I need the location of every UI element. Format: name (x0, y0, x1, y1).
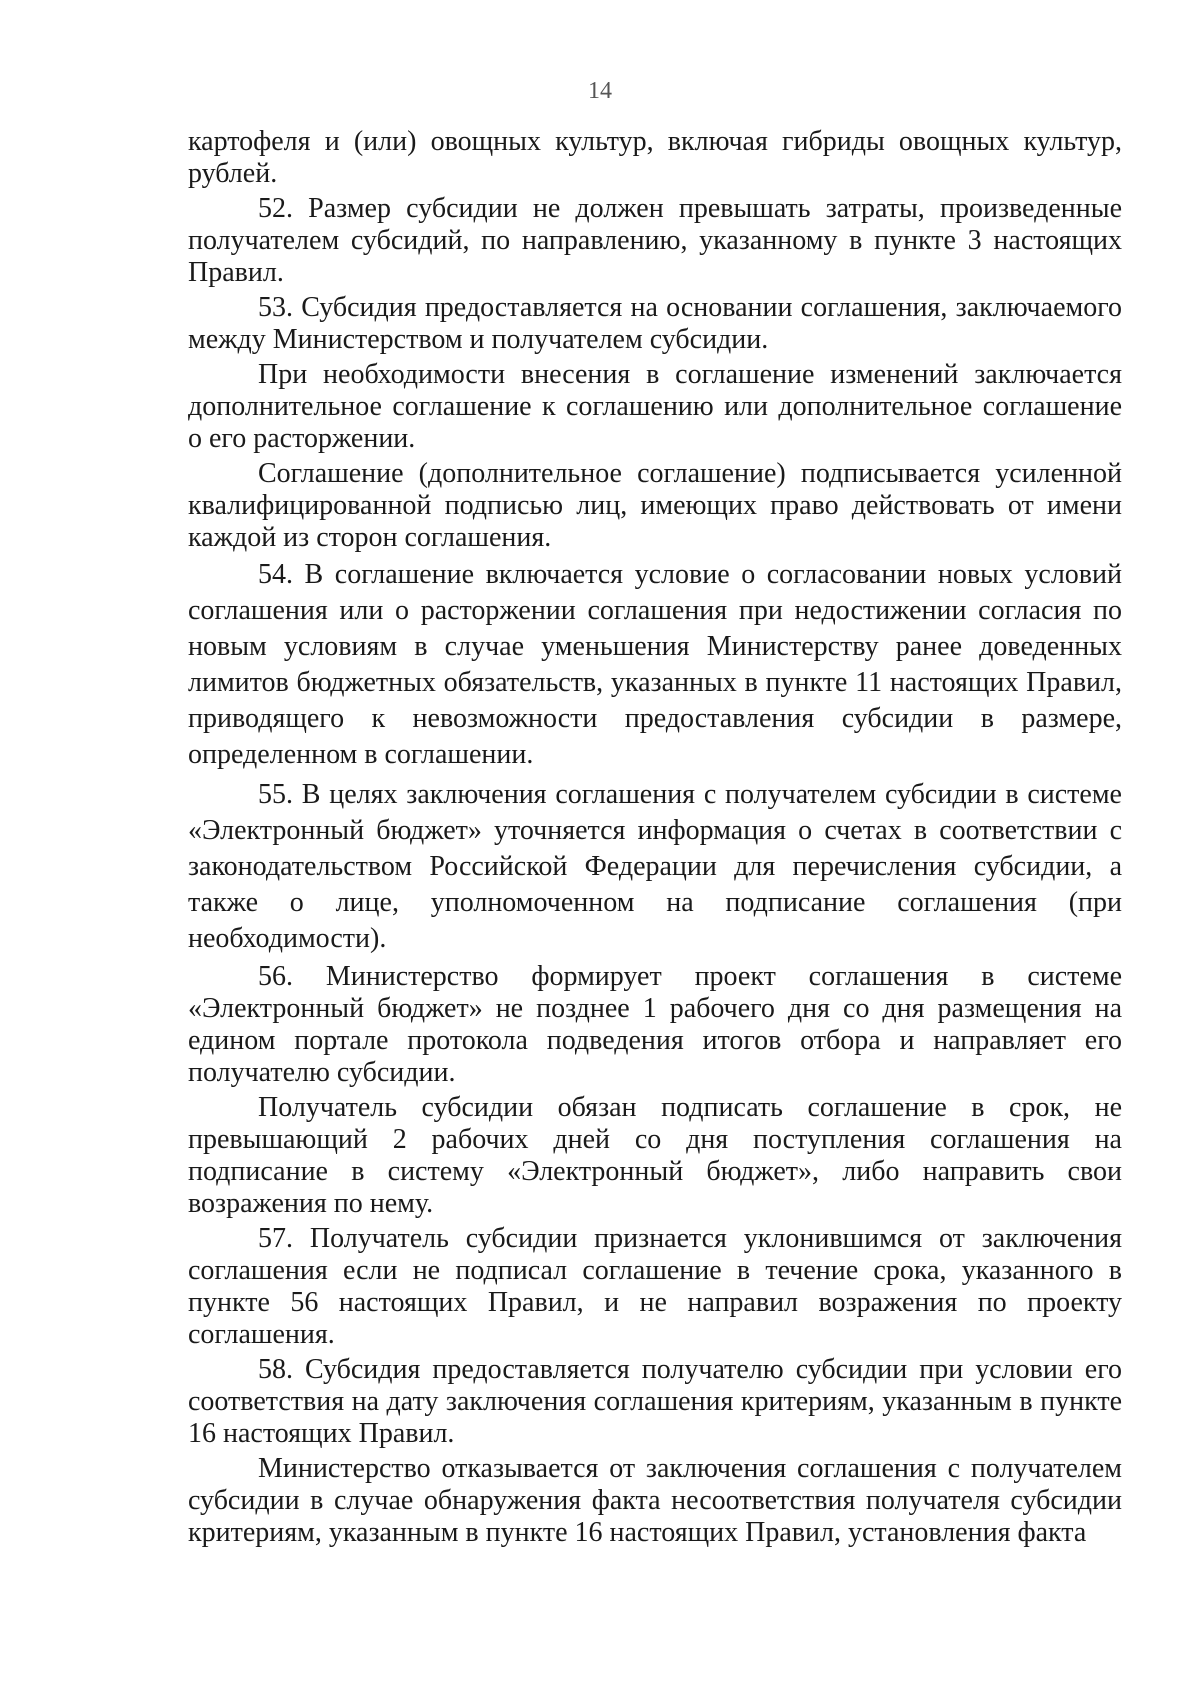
paragraph-57: 57. Получатель субсидии признается уклонившимся от заключения соглашения если не подписал соглашение в течение срока, указанного в пункте 56 настоящих Правил, и не направил возражения по проекту соглашения. (188, 1223, 1122, 1350)
paragraph-56: 56. Министерство формирует проект соглашения в системе «Электронный бюджет» не позднее 1 рабочего дня со дня размещения на едином портале протокола подведения итогов отбора и направляет его получателю субсидии. (188, 961, 1122, 1088)
paragraph-53-amendments: При необходимости внесения в соглашение изменений заключается дополнительное соглашение к соглашению или дополнительное соглашение о его расторжении. (188, 359, 1122, 454)
paragraph-53: 53. Субсидия предоставляется на основании соглашения, заключаемого между Министерством и получателем субсидии. (188, 292, 1122, 355)
paragraph-continuation: картофеля и (или) овощных культур, включая гибриды овощных культур, рублей. (188, 126, 1122, 189)
page-number: 14 (588, 78, 612, 104)
paragraph-58-refusal: Министерство отказывается от заключения соглашения с получателем субсидии в случае обнаружения факта несоответствия получателя субсидии критериям, указанным в пункте 16 настоящих Правил, установления факта (188, 1453, 1122, 1548)
paragraph-52: 52. Размер субсидии не должен превышать затраты, произведенные получателем субсидий, по направлению, указанному в пункте 3 настоящих Правил. (188, 193, 1122, 288)
paragraph-55: 55. В целях заключения соглашения с получателем субсидии в системе «Электронный бюджет» уточняется информация о счетах в соответствии с законодательством Российской Федерации для перечисления субсидии, а также о лице, уполномоченном на подписание соглашения (при необходимости). (188, 779, 1122, 954)
paragraph-58: 58. Субсидия предоставляется получателю субсидии при условии его соответствия на дату заключения соглашения критериям, указанным в пункте 16 настоящих Правил. (188, 1354, 1122, 1449)
paragraph-54: 54. В соглашение включается условие о согласовании новых условий соглашения или о расторжении соглашения при недостижении согласия по новым условиям в случае уменьшения Министерству ранее доведенных лимитов бюджетных обязательств, указанных в пункте 11 настоящих Правил, приводящего к невозможности предоставления субсидии в размере, определенном в соглашении. (188, 559, 1122, 770)
paragraph-53-signature: Соглашение (дополнительное соглашение) подписывается усиленной квалифицированной подписью лиц, имеющих право действовать от имени каждой из сторон соглашения. (188, 458, 1122, 553)
document-body (188, 126, 1122, 1552)
paragraph-56-signing: Получатель субсидии обязан подписать соглашение в срок, не превышающий 2 рабочих дней со дня поступления соглашения на подписание в систему «Электронный бюджет», либо направить свои возражения по нему. (188, 1092, 1122, 1219)
